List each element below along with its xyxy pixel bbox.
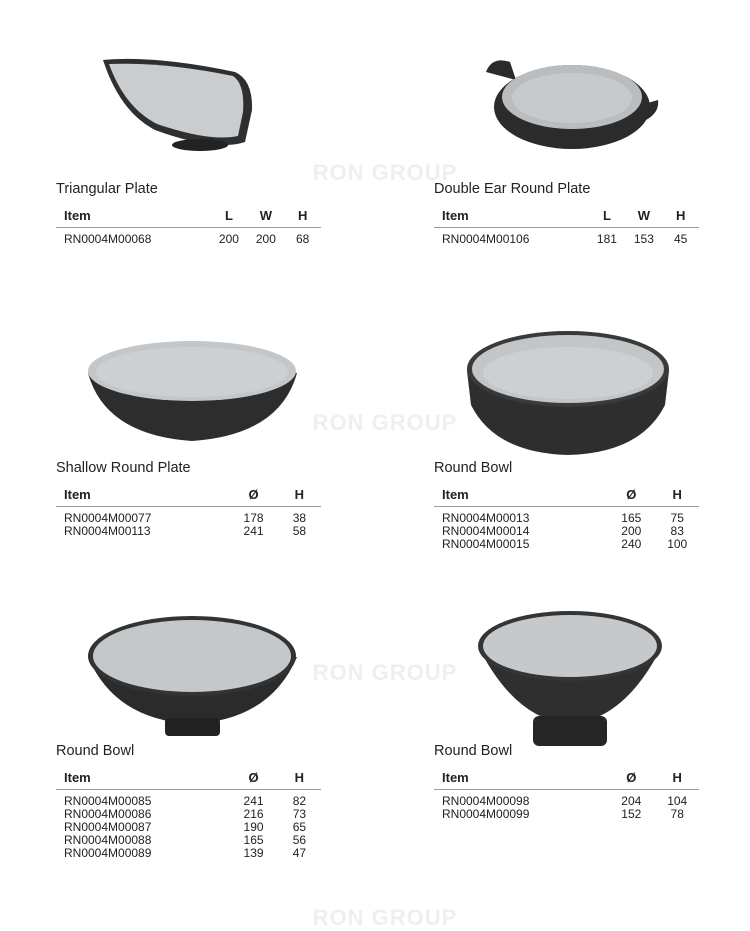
watermark: RON GROUP [312,410,458,435]
width-value: 153 [633,232,654,246]
diameter-value: 241 [243,524,264,538]
col-w: W [625,205,662,228]
height-value: 45 [674,232,688,246]
col-h: H [662,205,699,228]
double-ear-round-plate-image [482,52,662,162]
diameter-value: 190 [243,820,264,834]
height-value: 68 [296,232,310,246]
item-code: RN0004M00068 [64,232,152,246]
item-code: RN0004M00014 [442,524,530,538]
spec-table [434,205,699,246]
height-value: 47 [292,846,307,860]
product-triangular-plate [56,181,326,246]
spec-header-row [56,205,321,228]
product-title: Round Bowl [56,743,135,759]
item-code: RN0004M00077 [64,511,152,525]
table-row [56,507,321,526]
shallow-round-plate-image [85,335,300,450]
spec-header-row [434,767,699,790]
height-value: 58 [292,524,307,538]
col-h: H [284,205,321,228]
height-value: 65 [292,820,307,834]
col-item: Item [434,767,607,790]
item-code: RN0004M00089 [64,846,152,860]
item-code: RN0004M00015 [442,537,530,551]
product-round-bowl [56,743,326,860]
width-value: 200 [255,232,276,246]
product-title: Double Ear Round Plate [434,181,591,197]
table-row [56,847,321,860]
spec-table [56,484,321,538]
item-code: RN0004M00113 [64,524,151,538]
col-diameter: Ø [607,484,655,507]
diameter-value: 165 [243,833,264,847]
diameter-value: 240 [621,537,642,551]
diameter-value: 241 [243,794,264,808]
watermark: RON GROUP [312,905,458,930]
item-code: RN0004M00099 [442,807,530,821]
spec-header-row [434,205,699,228]
col-w: W [247,205,284,228]
diameter-value: 204 [621,794,642,808]
table-row [56,228,321,247]
col-diameter: Ø [607,767,655,790]
spec-table [434,484,699,551]
item-code: RN0004M00013 [442,511,530,525]
col-item: Item [56,767,229,790]
col-l: L [588,205,625,228]
product-title: Round Bowl [434,743,513,759]
diameter-value: 200 [621,524,642,538]
watermark: RON GROUP [312,660,458,685]
round-bowl-image [85,612,300,742]
col-item: Item [434,484,607,507]
spec-header-row [56,767,321,790]
col-h: H [655,767,699,790]
height-value: 73 [292,807,307,821]
diameter-value: 165 [621,511,642,525]
height-value: 56 [292,833,307,847]
spec-table [56,205,321,246]
col-item: Item [56,205,210,228]
height-value: 82 [292,794,307,808]
height-value: 75 [670,511,684,525]
table-row [434,507,699,526]
product-double-ear-round-plate [434,181,704,246]
diameter-value: 139 [243,846,264,860]
height-value: 83 [670,524,684,538]
table-row [56,525,321,538]
item-code: RN0004M00085 [64,794,152,808]
col-h: H [278,484,321,507]
table-row [434,228,699,247]
watermark: RON GROUP [312,160,458,185]
product-title: Shallow Round Plate [56,460,191,476]
diameter-value: 178 [243,511,264,525]
col-h: H [278,767,321,790]
triangular-plate-image [95,50,275,160]
round-bowl-image [465,325,675,460]
spec-table [56,767,321,860]
diameter-value: 216 [243,807,264,821]
height-value: 104 [667,794,688,808]
product-title: Round Bowl [434,460,513,476]
height-value: 78 [670,807,684,821]
col-h: H [655,484,699,507]
table-row [56,790,321,809]
round-bowl-image [475,608,665,750]
height-value: 38 [292,511,307,525]
col-diameter: Ø [229,767,277,790]
col-diameter: Ø [229,484,277,507]
height-value: 100 [667,537,688,551]
item-code: RN0004M00098 [442,794,530,808]
spec-table [434,767,699,821]
product-round-bowl [434,460,704,551]
length-value: 200 [218,232,239,246]
col-item: Item [434,205,588,228]
table-row [434,538,699,551]
item-code: RN0004M00088 [64,833,152,847]
product-title: Triangular Plate [56,181,158,197]
item-code: RN0004M00087 [64,820,152,834]
diameter-value: 152 [621,807,642,821]
item-code: RN0004M00086 [64,807,152,821]
table-row [434,790,699,809]
product-shallow-round-plate [56,460,326,538]
length-value: 181 [596,232,617,246]
col-item: Item [56,484,229,507]
product-round-bowl [434,743,704,821]
spec-header-row [56,484,321,507]
table-row [434,808,699,821]
spec-header-row [434,484,699,507]
item-code: RN0004M00106 [442,232,530,246]
col-l: L [210,205,247,228]
